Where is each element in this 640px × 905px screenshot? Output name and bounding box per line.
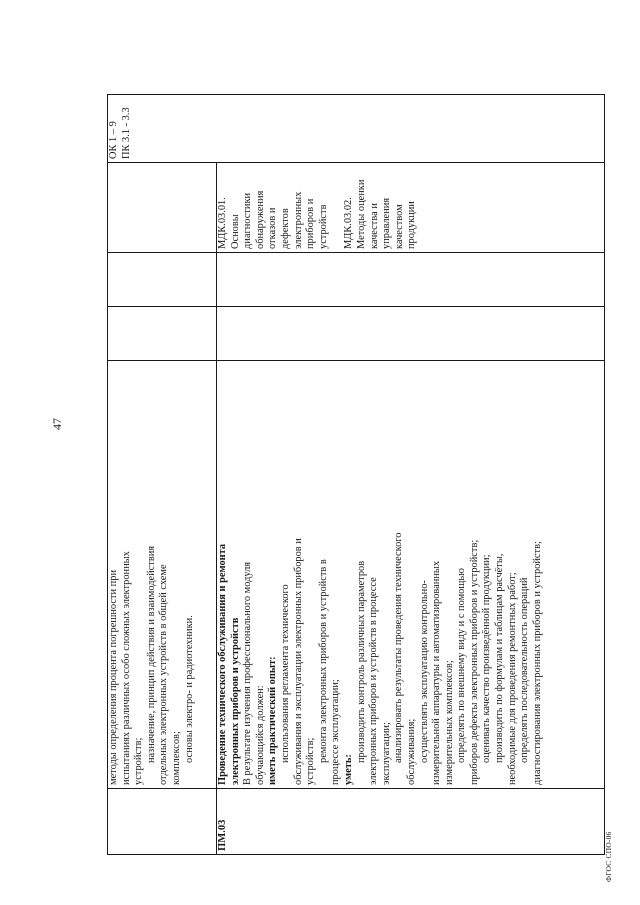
row1-mdk-cell (108, 163, 217, 253)
description-line: комплексов; (170, 731, 182, 785)
description-line: определять последовательность операций (519, 577, 531, 763)
description-line: ремонта электронных приборов и устройств в (317, 559, 329, 763)
description-line: устройств; (305, 737, 317, 785)
description-line: диагностирования электронных приборов и устройств; (531, 541, 543, 785)
description-line: электронных приборов и устройств в процессе (368, 577, 380, 785)
description-line: анализировать результаты проведения технического (393, 532, 405, 763)
description-line: Проведение технического обслуживания и ремонта (217, 543, 228, 785)
description-line: иметь практический опыт: (267, 656, 279, 785)
description-line: обслуживания; (405, 718, 417, 785)
table-row-continuation (108, 95, 217, 855)
description-line: процессе эксплуатации; (330, 679, 342, 785)
row2-mandatory-hours-cell (217, 253, 605, 307)
description-line: приборов дефекты электронных приборов и устройств; (468, 539, 480, 785)
description-line: основы электро- и радиотехники. (183, 615, 195, 763)
description-line: осуществлять эксплуатацию контрольно- (418, 580, 430, 763)
description-line: производить контроль различных параметров (355, 560, 367, 763)
footer-code: ФГОС СПО-06 (604, 831, 613, 882)
description-line: электронных приборов и устройств (229, 617, 241, 785)
description-line: эксплуатации; (380, 722, 392, 785)
row1-mandatory-hours-cell (108, 253, 217, 307)
description-line: В результате изучения профессионального модуля (242, 561, 254, 785)
page-number: 47 (50, 418, 64, 430)
description-line: оценивать качество произведённой продукции; (481, 554, 493, 763)
mdk-03-01: МДК.03.01. Основы диагностики обнаружения отказов и дефектов электронных приборов и устройств (217, 190, 329, 249)
description-line: назначение, принцип действия и взаимодействия (145, 545, 157, 763)
rotated-table-wrapper (107, 95, 605, 855)
description-line: обслуживания и эксплуатации электронных приборов и (292, 538, 304, 785)
description-line: уметь: (342, 754, 354, 785)
description-line: использования регламента технического (279, 584, 291, 763)
row2-code-cell: ПМ.03 (217, 789, 605, 855)
row2-description-cell (217, 361, 605, 789)
row1-description-cell (108, 361, 217, 789)
row2-max-hours-cell (217, 307, 605, 361)
table-row-pm03 (217, 95, 605, 855)
description-line: устройств; (133, 737, 145, 785)
description-line: измерительных комплексов; (443, 660, 455, 785)
description-line: измерительной аппаратуры и автоматизированных (431, 560, 443, 785)
row1-code-cell (108, 789, 217, 855)
row1-max-hours-cell (108, 307, 217, 361)
description-line: определять по внешнему виду и с помощью (456, 568, 468, 763)
description-line: обучающийся должен: (254, 685, 266, 785)
row2-mdk-cell (217, 163, 605, 253)
description-line: методы определения процента погрешности при (108, 569, 119, 785)
description-line: необходимые для проведения ремонтных работ; (506, 572, 518, 785)
mdk-03-02: МДК.03.02. Методы оценки качества и управления качеством продукции (343, 179, 418, 249)
description-line: отдельных электронных устройств в общей схеме (158, 564, 170, 785)
standard-table (107, 94, 605, 855)
description-line: испытаниях различных особо сложных электронных (120, 551, 132, 785)
description-line: производить по формулам и таблицам расчёты, (494, 553, 506, 763)
row1-competencies-cell: ОК 1 – 9 ПК 3.1 - 3.3 (108, 95, 605, 163)
